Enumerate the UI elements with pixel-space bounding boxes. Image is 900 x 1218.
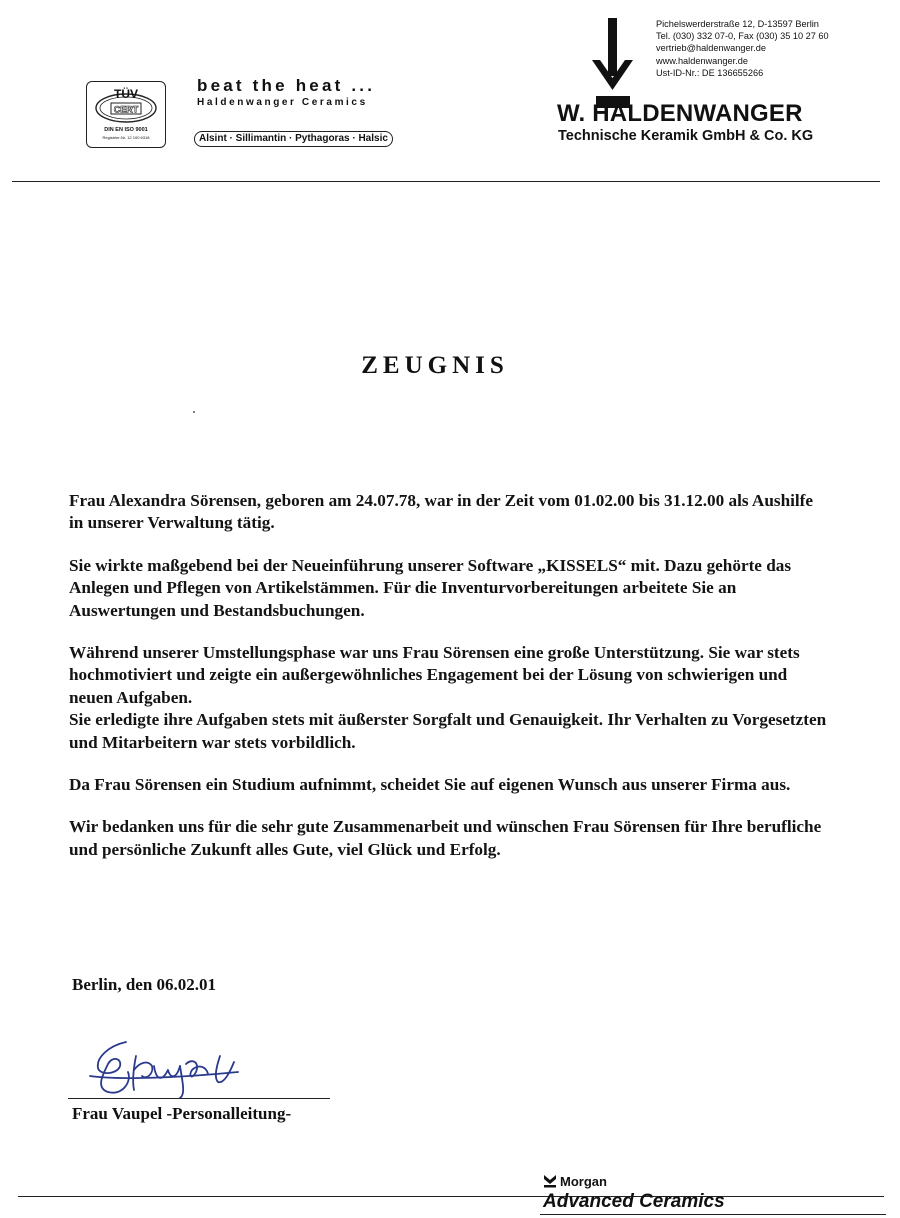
tuv-cert-logo (86, 81, 166, 148)
product-list: Alsint · Sillimantin · Pythagoras · Halsic (194, 131, 393, 147)
address-line: www.haldenwanger.de (656, 55, 748, 66)
morgan-logo-icon (543, 1174, 558, 1188)
company-address (656, 18, 829, 79)
advanced-ceramics-brand: Advanced Ceramics (543, 1191, 725, 1212)
address-line: Tel. (030) 332 07-0, Fax (030) 35 10 27 60 (656, 31, 829, 42)
address-line: Ust-ID-Nr.: DE 136655266 (656, 67, 764, 78)
tuv-brand-text: TÜV (114, 87, 138, 101)
morgan-brand: Morgan (560, 1174, 607, 1189)
header-divider (12, 181, 880, 182)
handwritten-signature (88, 1036, 258, 1100)
company-subtitle: Technische Keramik GmbH & Co. KG (558, 128, 814, 144)
address-line: vertrieb@haldenwanger.de (656, 43, 766, 54)
paragraph-software: Sie wirkte maßgebend bei der Neueinführung unserer Software „KISSELS“ mit. Dazu gehörte das Anlegen und Pflegen von Artikelstämmen. Für die Inventurvorbereitungen arbeitete Sie an Auswertungen und Bestandsbuchungen. (69, 555, 792, 620)
tuv-standard: DIN EN ISO 9001 (104, 127, 148, 133)
place-date: Berlin, den 06.02.01 (72, 975, 217, 994)
tuv-cert-text: CERT (113, 104, 139, 115)
haldenwanger-arrow-icon (592, 18, 634, 108)
document-title: ZEUGNIS (361, 352, 509, 379)
tuv-cert-emblem-icon (93, 86, 159, 126)
slogan: beat the heat ... (197, 76, 376, 95)
paragraph-closing: Wir bedanken uns für die sehr gute Zusammenarbeit und wünschen Frau Sörensen für Ihre berufliche und persönliche Zukunft alles Gute, viel Glück und Erfolg. (69, 817, 822, 859)
paragraph-departure: Da Frau Sörensen ein Studium aufnimmt, scheidet Sie auf eigenen Wunsch aus unserer Firma aus. (69, 775, 791, 795)
slogan-company: Haldenwanger Ceramics (197, 97, 368, 108)
scan-speck (193, 411, 195, 413)
signer: Frau Vaupel -Personalleitung- (72, 1104, 292, 1123)
address-line: Pichelswerderstraße 12, D-13597 Berlin (656, 19, 819, 29)
document-body (69, 490, 829, 881)
paragraph-support: Während unserer Umstellungsphase war uns Frau Sörensen eine große Unterstützung. Sie war stets hochmotiviert und zeigte ein außergewöhnliches Engagement bei der Lösung von schwierigen und neuen Aufgaben. (69, 643, 800, 707)
footer-divider (18, 1196, 884, 1197)
paragraph-employment: Frau Alexandra Sörensen, geboren am 24.07.78, war in der Zeit vom 01.02.00 bis 31.12.00 als Aushilfe in unserer Verwaltung tätig. (69, 491, 814, 533)
footer-divider-short (540, 1214, 886, 1215)
paragraph-conduct: Sie erledigte ihre Aufgaben stets mit äußerster Sorgfalt und Genauigkeit. Ihr Verhalten zu Vorgesetzten und Mitarbeitern war stets vorbildlich. (69, 710, 827, 752)
company-name: W. HALDENWANGER (557, 100, 803, 127)
tuv-registration: Registrier-Nr. 12 100 6318 (102, 135, 150, 140)
signature-line (68, 1098, 330, 1099)
